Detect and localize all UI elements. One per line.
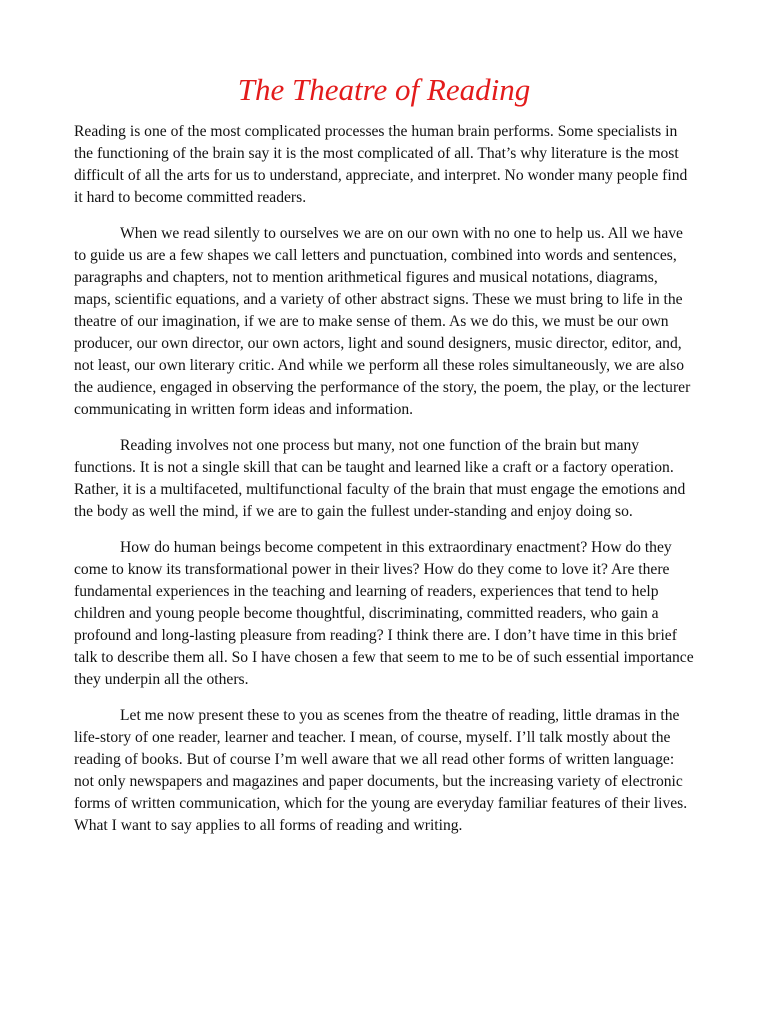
paragraph-3: Reading involves not one process but many, not one function of the brain but many functions. It is not a single skill that can be taught and learned like a craft or a factory operation. Rather, it is a multifaceted, multifunctional faculty of the brain that must engage the emotions and the body as well the mind, if we are to gain the fullest under-standing and enjoy doing so. bbox=[74, 437, 686, 520]
paragraph-4: How do human beings become competent in this extraordinary enactment? How do they come to know its transformational power in their lives? How do they come to love it? Are there fundamental experiences in the teaching and learning of readers, experiences that tend to help children and young people become thoughtful, discriminating, committed readers, who gain a profound and long-lasting pleasure from reading? I think there are. I don’t have time in this brief talk to describe them all. So I have chosen a few that seem to me to be of such essential importance they underpin all the others. bbox=[74, 539, 694, 688]
page-title: The Theatre of Reading bbox=[237, 72, 531, 107]
paragraph-5: Let me now present these to you as scenes from the theatre of reading, little dramas in the life-story of one reader, learner and teacher. I mean, of course, myself. I’ll talk mostly about the reading of books. But of course I’m well aware that we all read other forms of written language: not only newspapers and magazines and paper documents, but the increasing variety of electronic forms of written communication, which for the young are everyday familiar features of their lives. What I want to say applies to all forms of reading and writing. bbox=[74, 707, 688, 834]
paragraph-1: Reading is one of the most complicated processes the human brain performs. Some specialists in the functioning of the brain say it is the most complicated of all. That’s why literature is the most difficult of all the arts for us to understand, appreciate, and interpret. No wonder many people find it hard to become committed readers. bbox=[74, 123, 688, 206]
article-body bbox=[74, 121, 696, 851]
paragraph-2: When we read silently to ourselves we are on our own with no one to help us. All we have to guide us are a few shapes we call letters and punctuation, combined into words and sentences, paragraphs and chapters, not to mention arithmetical figures and musical notations, diagrams, maps, scientific equations, and a variety of other abstract signs. These we must bring to life in the theatre of our imagination, if we are to make sense of them. As we do this, we must be our own producer, our own director, our own actors, light and sound designers, music director, editor, and, not least, our own literary critic. And while we perform all these roles simultaneously, we are also the audience, engaged in observing the performance of the story, the poem, the play, or the lecturer communicating in written form ideas and information. bbox=[74, 225, 691, 418]
